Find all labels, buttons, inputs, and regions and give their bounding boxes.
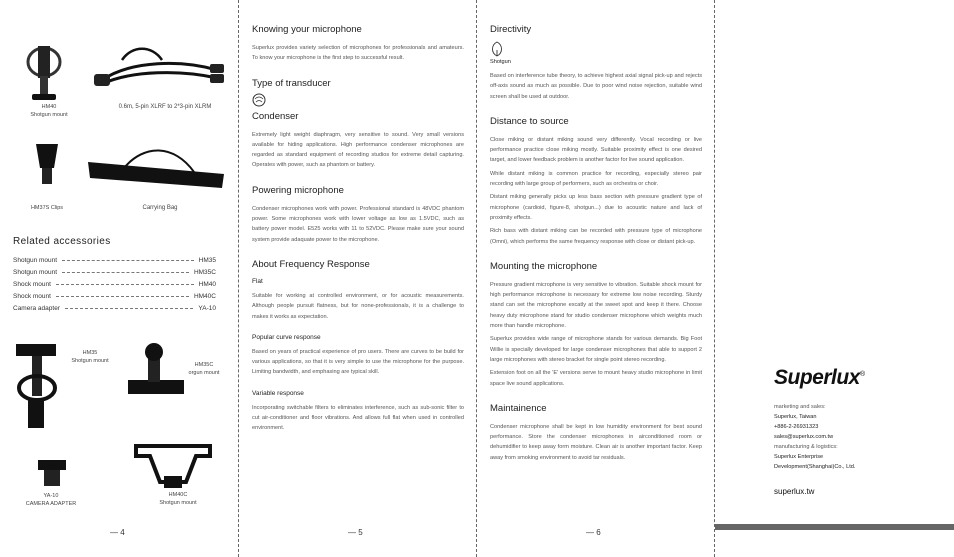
list-item: Shock mount HM40 [13, 280, 216, 288]
mounting-text: Pressure gradient microphone is very sensitive to vibration. Suitable shock mount for high performance microphone is necessary for extreme low noise recording. Sturdy stand can set the microphone excatly at the sweet spot and keep it there. Choose heavy duty microphone stand for studio condenser microphone which weights much more than handle microphone. [490, 281, 702, 330]
condenser-icon [252, 93, 266, 107]
flat-title: Flat [252, 277, 263, 285]
distance-text: Rich bass with distant miking can be recorded with pressure type of microphone (Omni), which performs the same frequency response with close or distant pick-up. [490, 228, 702, 245]
knowing-text: Superlux provides variety selection of microphones for professionals and amateurs. To know your microphone is the first step to successful result. [252, 45, 464, 62]
powering-text: Condenser microphones work with power. Professional standard is 48VDC phantom power. Some microphones work with lower voltage as low as 1.5VDC, such as battery power model. E525 works with 11 to 52VDC. Please make sure your sound system provide adaquate power to the microphone. [252, 205, 464, 243]
popular-text: Based on years of practical experience of pro users. There are curves to be build for various applications, so that it is very simple to use the microphone for the purpose. Limiting bandwidth, and emphasing are typical skill. [252, 348, 464, 376]
list-item: Camera adapter YA-10 [13, 304, 216, 312]
directivity-title: Directivity [490, 24, 532, 35]
cable-caption: 0.6m, 5-pin XLRF to 2*3-pin XLRM [118, 104, 212, 110]
page-number: — 5 [348, 528, 363, 537]
mounting-text: Extension foot on all the 'E' versions serve to mount heavy studio microphone in limit space live sound applications. [490, 370, 702, 387]
flat-text: Suitable for working at controlled environment, or for acoustic measurements. Although people pursuit flatness, but for none-professionals, it is a challenge to makes it works as expectation. [252, 292, 464, 320]
superlux-logo: Superlux® [774, 366, 865, 389]
page-number: — 6 [586, 528, 601, 537]
shotgun-pattern-icon [490, 41, 504, 57]
cable-photo [92, 40, 227, 95]
maintenance-title: Maintainence [490, 402, 547, 414]
back-panel [715, 0, 954, 557]
page-number: — 4 [110, 528, 125, 537]
fold-line [476, 0, 477, 557]
transducer-title: Type of transducer [252, 77, 331, 89]
frequency-title: About Frequency Response [252, 258, 370, 270]
bag-caption: Carrying Bag [142, 205, 178, 211]
page-5 [252, 24, 464, 557]
condenser-text: Extremely light weight diaphragm, very sensitive to sound. Very small versions available for hiding applications. High performance condenser microphones are regarded as standard equipment of recording studios for extreme detail capturing. Operates with power, such as phantom or battery. [252, 131, 464, 169]
carrying-bag-photo [84, 148, 232, 198]
hm35c-photo [124, 340, 186, 398]
popular-title: Popular curve response [252, 333, 321, 341]
hm35c-caption: HM35C orgun mount [188, 362, 220, 377]
distance-text: While distant miking is common practice for recording, especially stereo pair recording with large group of performers, such as orchestra or choir. [490, 170, 702, 188]
list-item: Shock mount HM40C [13, 292, 216, 300]
distance-title: Distance to source [490, 115, 569, 127]
powering-title: Powering microphone [252, 184, 344, 196]
hm37s-caption: HM37S Clips [30, 205, 64, 211]
distance-text: Close miking or distant miking sound very differently. Vocal recording or live performance practice close miking mostly. Suitable proximity effect is one desired target, and lower feedback problem is another factor for live sound application. [490, 136, 702, 164]
ya10-photo [34, 456, 70, 490]
page-6 [490, 24, 702, 557]
hm40-photo [18, 38, 70, 102]
mounting-title: Mounting the microphone [490, 260, 598, 272]
list-item: Shotgun mount HM35 [13, 256, 216, 264]
hm35-caption: HM35 Shotgun mount [71, 350, 109, 365]
directivity-text: Based on interference tube theory, to achieve highest axial signal pick-up and rejects off-axis sound as much as possible. Due to poor wind noise rejection, suitable wind screen shall be used at outdoor. [490, 73, 702, 100]
maintenance-text: Condenser microphone shall be kept in low humidity environment for best sound performance. Store the condenser microphones in airconditioned room or dehumidifier to keep away form moisture. Clean air is another important factor. Keep away from smoking environment to avoid tar residuals. [490, 423, 702, 461]
related-accessories-list [13, 254, 216, 314]
fold-line [238, 0, 239, 557]
distance-text: Distant miking generally picks up less bass section with pressure gradient type of microphone (cardioid, figure-8, shotgun...) due to acoustic nature and lack of proximity effects. [490, 194, 702, 221]
contact-info: marketing and sales: Superlux, Taiwan +886-2-26931323 sales@superlux.com.tw manufacturing & logistics: Superlux Enterprise Development(Shanghai)Co., Ltd. [774, 404, 856, 470]
variable-title: Variable response [252, 389, 304, 397]
website-link[interactable]: superlux.tw [774, 487, 815, 496]
page-4 [0, 0, 238, 557]
knowing-title: Knowing your microphone [252, 24, 362, 35]
hm40c-caption: HM40C Shotgun mount [159, 492, 197, 507]
hm40c-photo [126, 436, 220, 492]
list-item: Shotgun mount HM35C [13, 268, 216, 276]
hm37s-photo [30, 138, 64, 188]
footer-bar [715, 524, 954, 530]
related-accessories-title: Related accessories [13, 236, 111, 247]
mounting-text: Superlux provides wide range of microphone stands for various demands. Big Foot Willie is specially developed for large condenser microphones that able to support 2 large microphones with stereo bracket for single point stereo recording. [490, 336, 702, 363]
hm40-caption: HM40 Shotgun mount [30, 104, 68, 119]
shotgun-label: Shotgun [490, 59, 511, 65]
ya10-caption: YA-10 CAMERA ADAPTER [25, 493, 77, 508]
condenser-title: Condenser [252, 110, 299, 122]
variable-text: Incorporating switchable filters to eliminates interference, such as sub-sonic filter to cut air-conditioner and floor vibrations. And allows full flat when used in controlled environment. [252, 404, 464, 432]
